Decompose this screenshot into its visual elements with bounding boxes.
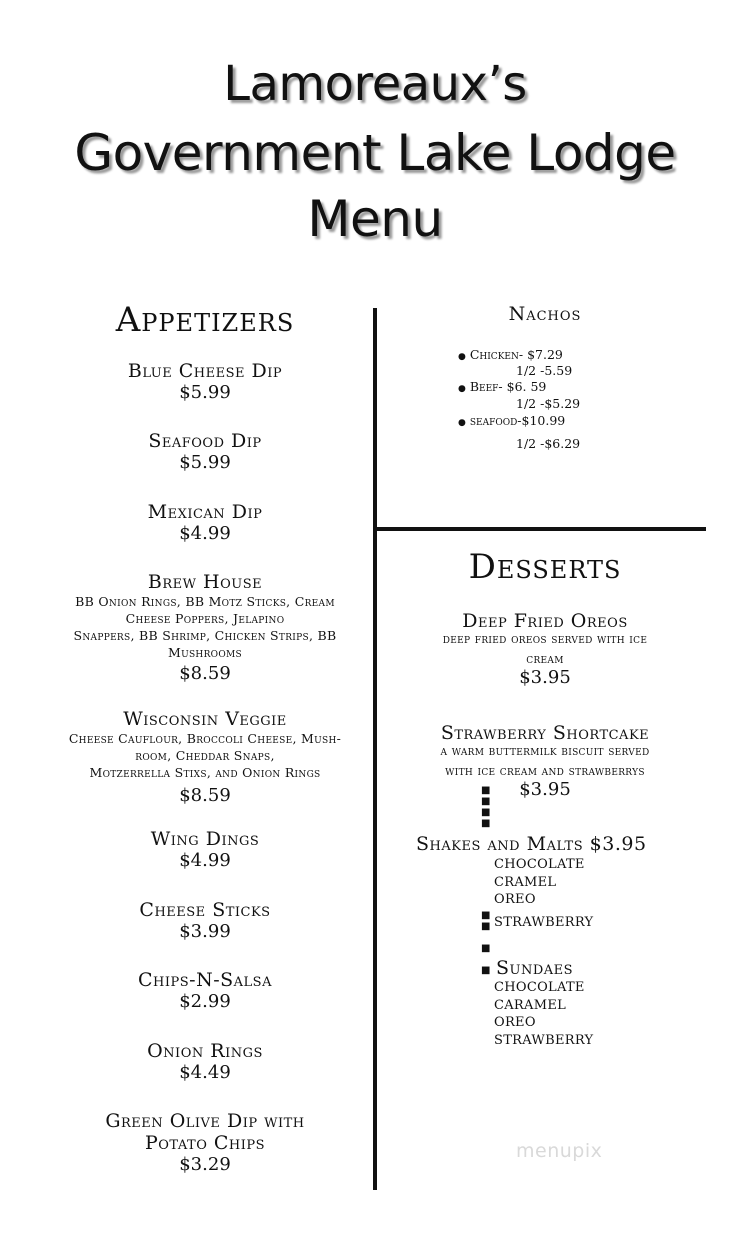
item-name: Wisconsin Veggie	[123, 708, 287, 730]
watermark: menupix	[516, 1140, 603, 1162]
item-description: Cheese Poppers, Jelapino	[125, 611, 285, 626]
item-description: deep fried oreos served with ice	[442, 632, 648, 647]
item-price: $3.99	[179, 921, 231, 942]
nachos-half: 1/2 -5.59	[516, 363, 573, 378]
menu-item	[40, 1110, 370, 1175]
item-name: Deep Fried Oreos	[462, 610, 628, 632]
item-name: Strawberry Shortcake	[440, 722, 650, 744]
section-divider	[376, 527, 706, 531]
flavor-item: STRAWBERRY	[494, 1033, 594, 1048]
flavor-item: CHOCOLATE	[494, 857, 585, 872]
appetizers-heading: Appetizers	[115, 300, 295, 340]
flavor-item: CHOCOLATE	[494, 980, 585, 995]
item-name: Potato Chips	[144, 1132, 266, 1154]
item-price: $3.95	[519, 667, 571, 688]
dessert-item	[390, 722, 700, 800]
sundaes-heading: Sundaes	[496, 957, 574, 979]
item-name: Onion Rings	[147, 1040, 263, 1062]
restaurant-name: Lamoreaux’s	[223, 56, 527, 112]
decorative-dots: ■ ■ ■ ■	[481, 785, 491, 829]
menu-item	[30, 571, 380, 684]
item-price: $4.99	[179, 850, 231, 871]
flavor-item: OREO	[494, 892, 536, 907]
item-price: $8.59	[179, 663, 231, 684]
decorative-dots: ■ ■ ■ ■	[481, 910, 491, 976]
menu-item	[40, 899, 370, 942]
item-description: Cheese Cauflour, Broccoli Cheese, Mush-	[68, 731, 342, 746]
item-description: a warm buttermilk biscuit served	[440, 744, 650, 759]
nachos-option-label: Chicken- $7.29	[469, 347, 563, 362]
menu-item	[30, 708, 380, 806]
item-description: BB Onion Rings, BB Motz Sticks, Cream	[75, 594, 335, 609]
item-price: $2.99	[179, 991, 231, 1012]
item-name: Mexican Dip	[147, 501, 263, 523]
flavor-item: OREO	[494, 1015, 536, 1030]
item-description: with ice cream and strawberrys	[445, 764, 645, 779]
desserts-heading: Desserts	[468, 547, 622, 587]
restaurant-subtitle: Government Lake Lodge	[74, 124, 676, 182]
item-price: $4.99	[179, 523, 231, 544]
flavor-item: CRAMEL	[494, 875, 557, 890]
nachos-heading: Nachos	[508, 303, 582, 325]
item-price: $5.99	[179, 452, 231, 473]
nachos-option	[458, 379, 546, 394]
item-price: $3.29	[179, 1154, 231, 1175]
menu-item	[40, 969, 370, 1012]
item-name: Seafood Dip	[148, 430, 262, 452]
item-description: cream	[526, 652, 564, 667]
item-description: room, Cheddar Snaps,	[135, 748, 275, 763]
menu-title: Menu	[307, 190, 443, 248]
nachos-half: 1/2 -$5.29	[516, 396, 581, 411]
menu-item	[40, 360, 370, 403]
bullet-icon: ●	[458, 352, 466, 362]
item-name: Cheese Sticks	[139, 899, 271, 921]
menu-item	[40, 1040, 370, 1083]
menu-item	[40, 501, 370, 544]
dessert-item	[390, 610, 700, 688]
bullet-icon: ●	[458, 384, 466, 394]
nachos-option	[458, 347, 563, 362]
menu-item	[40, 828, 370, 871]
item-price: $8.59	[179, 785, 231, 806]
item-description: Mushrooms	[167, 645, 242, 660]
item-name: Chips-N-Salsa	[138, 969, 272, 991]
item-price: $5.99	[179, 382, 231, 403]
item-price: $4.49	[179, 1062, 231, 1083]
flavor-item: STRAWBERRY	[494, 915, 594, 930]
item-price: $3.95	[519, 779, 571, 800]
flavor-item: CARAMEL	[494, 998, 567, 1013]
bullet-icon: ●	[458, 418, 466, 428]
shakes-heading: Shakes and Malts $3.95	[416, 833, 647, 855]
item-description: Motzerrella Stixs, and Onion Rings	[89, 765, 321, 780]
item-name: Wing Dings	[150, 828, 260, 850]
nachos-half: 1/2 -$6.29	[516, 436, 581, 451]
menu-item	[40, 430, 370, 473]
item-description: Snappers, BB Shrimp, Chicken Strips, BB	[73, 628, 337, 643]
nachos-option-label: Beef- $6. 59	[469, 379, 547, 394]
nachos-option-label: seafood-$10.99	[469, 413, 566, 428]
item-name: Green Olive Dip with	[105, 1110, 305, 1132]
item-name: Brew House	[147, 571, 263, 593]
item-name: Blue Cheese Dip	[127, 360, 283, 382]
nachos-option	[458, 413, 565, 428]
